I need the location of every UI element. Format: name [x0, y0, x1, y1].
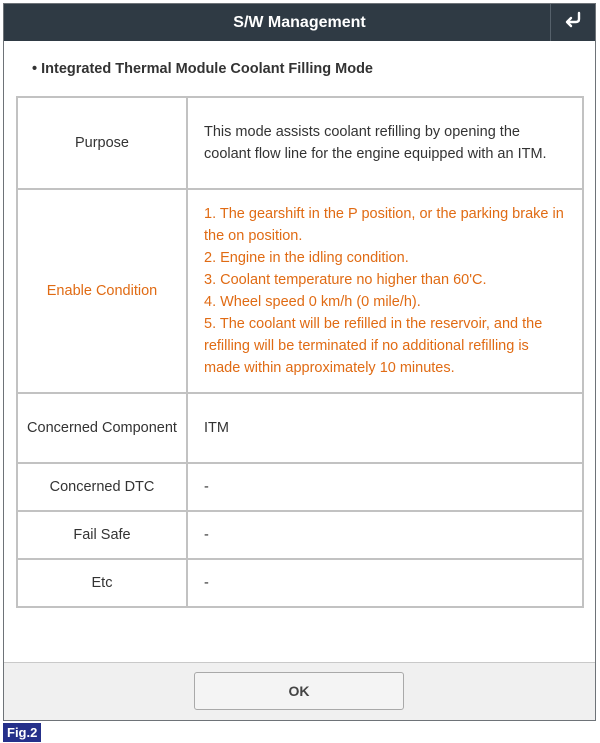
figure-label: Fig.2	[3, 723, 41, 742]
row-label-concerned-dtc: Concerned DTC	[17, 463, 187, 511]
table-row	[17, 393, 583, 463]
table-row	[17, 463, 583, 511]
condition-line: 2. Engine in the idling condition.	[204, 250, 409, 266]
sw-management-dialog	[3, 3, 596, 721]
row-value-purpose: This mode assists coolant refilling by opening the coolant flow line for the engine equipped with an ITM.	[187, 97, 583, 189]
return-arrow-icon	[563, 11, 583, 34]
table-row	[17, 97, 583, 189]
condition-line: 3. Coolant temperature no higher than 60'C.	[204, 272, 487, 288]
row-label-fail-safe: Fail Safe	[17, 511, 187, 559]
row-value-etc: -	[187, 559, 583, 607]
back-button[interactable]	[550, 4, 595, 41]
row-value-fail-safe: -	[187, 511, 583, 559]
table-row	[17, 511, 583, 559]
row-label-etc: Etc	[17, 559, 187, 607]
row-label-enable-condition: Enable Condition	[17, 189, 187, 393]
ok-button[interactable]: OK	[194, 672, 404, 710]
row-label-purpose: Purpose	[17, 97, 187, 189]
mode-info-table	[16, 96, 584, 608]
dialog-title: S/W Management	[233, 14, 366, 31]
row-value-enable-condition	[187, 189, 583, 393]
table-row	[17, 559, 583, 607]
condition-line: 4. Wheel speed 0 km/h (0 mile/h).	[204, 294, 421, 310]
row-value-concerned-component: ITM	[187, 393, 583, 463]
table-row	[17, 189, 583, 393]
condition-line: 1. The gearshift in the P position, or the parking brake in the on position.	[204, 206, 564, 244]
dialog-footer	[4, 662, 595, 720]
section-heading: • Integrated Thermal Module Coolant Filling Mode	[32, 61, 373, 77]
dialog-titlebar	[4, 4, 595, 41]
row-label-concerned-component: Concerned Component	[17, 393, 187, 463]
condition-line: 5. The coolant will be refilled in the reservoir, and the refilling will be terminated if no additional refilling is made within approximately 10 minutes.	[204, 316, 543, 376]
row-value-concerned-dtc: -	[187, 463, 583, 511]
